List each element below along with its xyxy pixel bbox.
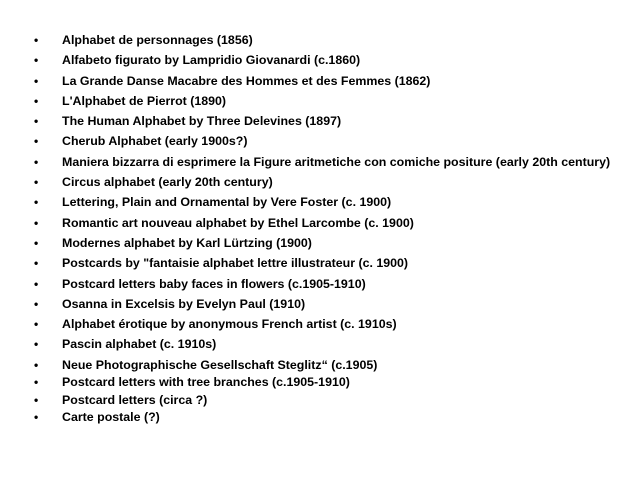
- list-item-text: La Grande Danse Macabre des Hommes et des Femmes (1862): [62, 73, 431, 88]
- list-item-text: Neue Photographische Gesellschaft Steglitz“ (c.1905): [62, 357, 378, 372]
- list-item: [34, 277, 614, 292]
- bullet-icon: •: [34, 134, 39, 149]
- list-item-text: Postcard letters baby faces in flowers (c.1905-1910): [62, 276, 366, 291]
- list-item: [34, 134, 614, 149]
- list-item: [34, 114, 614, 129]
- bullet-icon: •: [34, 337, 39, 352]
- list-item-text: Osanna in Excelsis by Evelyn Paul (1910): [62, 296, 306, 311]
- bullet-icon: •: [34, 235, 39, 250]
- bullet-icon: •: [34, 73, 39, 88]
- list-item-text: Maniera bizzarra di esprimere la Figure aritmetiche con comiche positure (early 20th century): [62, 154, 611, 169]
- bullet-icon: •: [34, 392, 39, 407]
- list-item-text: Romantic art nouveau alphabet by Ethel Larcombe (c. 1900): [62, 215, 414, 230]
- bullet-icon: •: [34, 296, 39, 311]
- list-item-text: Alphabet érotique by anonymous French artist (c. 1910s): [62, 317, 397, 332]
- list-item: [34, 195, 614, 210]
- bullet-icon: •: [34, 215, 39, 230]
- list-item-text: The Human Alphabet by Three Delevines (1897): [62, 114, 342, 129]
- list-item-text: Lettering, Plain and Ornamental by Vere Foster (c. 1900): [62, 195, 392, 210]
- list-item: [34, 256, 614, 271]
- bullet-icon: •: [34, 410, 39, 425]
- bullet-icon: •: [34, 175, 39, 190]
- list-item: [34, 216, 614, 231]
- bullet-icon: •: [34, 375, 39, 390]
- bullet-list: [34, 33, 614, 428]
- list-item: [34, 375, 614, 390]
- list-item-text: Postcards by "fantaisie alphabet lettre illustrateur (c. 1900): [62, 256, 409, 271]
- list-item-text: Circus alphabet (early 20th century): [62, 175, 273, 190]
- list-item: [34, 155, 614, 170]
- list-item-text: Postcard letters with tree branches (c.1905-1910): [62, 375, 350, 390]
- bullet-icon: •: [34, 53, 39, 68]
- list-item-text: Postcard letters (circa ?): [62, 392, 208, 407]
- bullet-icon: •: [34, 357, 39, 372]
- bullet-icon: •: [34, 93, 39, 108]
- list-item-text: Alfabeto figurato by Lampridio Giovanardi (c.1860): [62, 53, 361, 68]
- list-item: [34, 33, 614, 48]
- list-item: [34, 317, 614, 332]
- bullet-icon: •: [34, 114, 39, 129]
- list-item-text: Cherub Alphabet (early 1900s?): [62, 134, 248, 149]
- list-item: [34, 53, 614, 68]
- list-item: [34, 236, 614, 251]
- list-item: [34, 74, 614, 89]
- bullet-icon: •: [34, 317, 39, 332]
- bullet-icon: •: [34, 154, 39, 169]
- list-item-text: Carte postale (?): [62, 410, 160, 425]
- list-item-text: Alphabet de personnages (1856): [62, 33, 253, 47]
- list-item: [34, 358, 614, 373]
- bullet-icon: •: [34, 33, 39, 47]
- list-item: [34, 337, 614, 352]
- list-item: [34, 297, 614, 312]
- list-item: [34, 393, 614, 408]
- list-item-text: L'Alphabet de Pierrot (1890): [62, 93, 227, 108]
- list-item-text: Pascin alphabet (c. 1910s): [62, 337, 217, 352]
- bullet-icon: •: [34, 195, 39, 210]
- list-item: [34, 410, 614, 425]
- bullet-icon: •: [34, 256, 39, 271]
- list-item: [34, 175, 614, 190]
- list-item-text: Modernes alphabet by Karl Lürtzing (1900): [62, 235, 312, 250]
- list-item: [34, 94, 614, 109]
- bullet-icon: •: [34, 276, 39, 291]
